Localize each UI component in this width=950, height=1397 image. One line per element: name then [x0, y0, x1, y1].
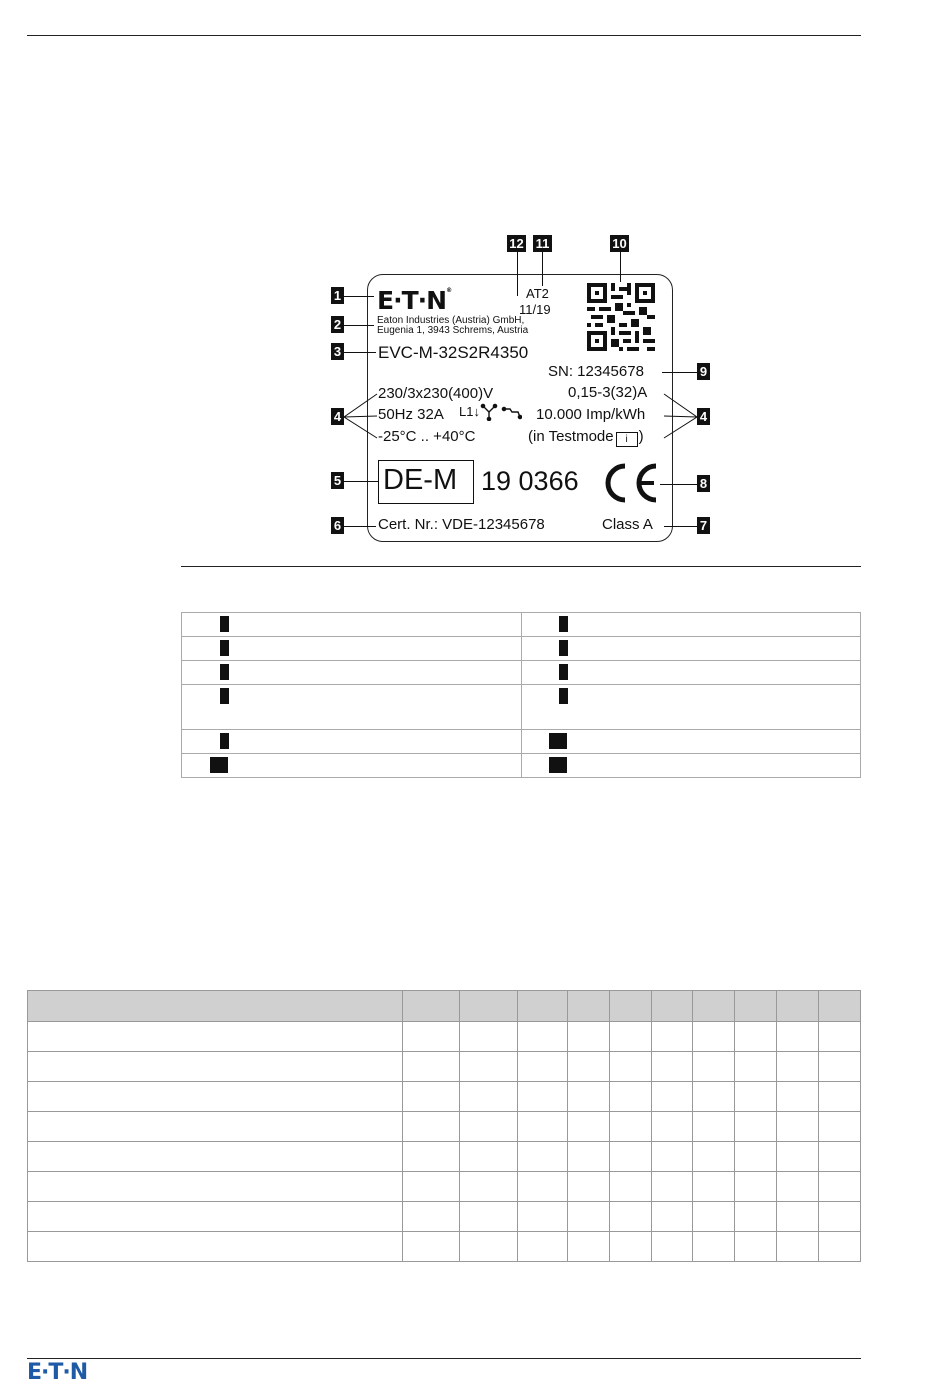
legend-marker: [559, 664, 568, 680]
legend-row: [182, 754, 861, 778]
table-cell: [818, 1172, 860, 1202]
table-row: [28, 1202, 861, 1232]
table-cell: [28, 1142, 403, 1172]
table-row: [28, 1232, 861, 1262]
table-cell: [652, 1202, 693, 1232]
table-cell: [777, 1202, 819, 1232]
callout-11: 11: [533, 235, 552, 252]
legend-marker: [559, 688, 568, 704]
testmode-close: ): [638, 428, 644, 445]
callout-6: 6: [331, 517, 344, 534]
leader-4-left: [344, 392, 378, 442]
legend-row: [182, 730, 861, 754]
table-cell: [818, 1142, 860, 1172]
leader-12: [517, 252, 518, 296]
table-cell: [610, 1142, 652, 1172]
leader-5: [344, 481, 378, 482]
table-cell: [777, 1112, 819, 1142]
legend-cell: [182, 637, 522, 661]
table-cell: [818, 1202, 860, 1232]
legend-marker: [549, 733, 567, 749]
table-cell: [402, 1112, 460, 1142]
legend-marker: [220, 640, 229, 656]
table-cell: [818, 1232, 860, 1262]
table-cell: [693, 1232, 735, 1262]
legend-marker: [220, 616, 229, 632]
leader-6: [344, 526, 376, 527]
table-cell: [28, 1232, 403, 1262]
legend-marker: [220, 688, 229, 704]
table-row: [28, 1112, 861, 1142]
testmode-text: (in Testmode: [528, 428, 614, 445]
serial-number: SN: 12345678: [548, 363, 644, 380]
callout-2: 2: [331, 316, 344, 333]
callout-7: 7: [697, 517, 710, 534]
table-cell: [568, 1082, 610, 1112]
callout-4-right: 4: [697, 408, 710, 425]
table-cell: [735, 1172, 777, 1202]
figure-rule: [181, 566, 861, 567]
leader-2: [344, 325, 374, 326]
table-cell: [735, 1082, 777, 1112]
table-cell: [735, 1112, 777, 1142]
table-cell: [28, 1202, 403, 1232]
certificate-number: Cert. Nr.: VDE-12345678: [378, 516, 545, 533]
callout-1: 1: [331, 287, 344, 304]
callout-9: 9: [697, 363, 710, 380]
table-row: [28, 1052, 861, 1082]
leader-1: [344, 296, 374, 297]
table-cell: [460, 1082, 518, 1112]
table-cell: [610, 1172, 652, 1202]
table-cell: [735, 1202, 777, 1232]
table-cell: [610, 1232, 652, 1262]
table-cell: [693, 1052, 735, 1082]
table-cell: [818, 1112, 860, 1142]
table-cell: [518, 1172, 568, 1202]
model-number: EVC-M-32S2R4350: [378, 343, 529, 362]
temperature-range: -25°C .. +40°C: [378, 428, 476, 445]
manufacturer-line1: Eaton Industries (Austria) GmbH,: [377, 315, 525, 326]
leader-4-right: [662, 392, 697, 442]
impulse-rate: 10.000 Imp/kWh: [536, 406, 646, 423]
table-cell: [777, 1082, 819, 1112]
table-cell: [402, 1022, 460, 1052]
frequency-current: 50Hz 32A: [378, 406, 444, 423]
table-cell: [402, 1172, 460, 1202]
table-cell: [610, 1202, 652, 1232]
header-cell: [735, 991, 777, 1022]
table-cell: [652, 1232, 693, 1262]
table-cell: [460, 1022, 518, 1052]
table-cell: [402, 1232, 460, 1262]
table-cell: [518, 1022, 568, 1052]
legend-cell: [182, 685, 522, 730]
data-table: [27, 990, 861, 1262]
header-cell: [777, 991, 819, 1022]
legend-cell: [182, 730, 522, 754]
accuracy-class: Class A: [602, 516, 653, 533]
leader-8: [660, 484, 697, 485]
header-cell: [818, 991, 860, 1022]
callout-5: 5: [331, 472, 344, 489]
leader-10: [620, 252, 621, 282]
table-cell: [568, 1022, 610, 1052]
table-cell: [568, 1142, 610, 1172]
callout-12: 12: [507, 235, 526, 252]
table-cell: [652, 1142, 693, 1172]
table-cell: [610, 1052, 652, 1082]
table-cell: [402, 1052, 460, 1082]
connection-symbol-icon: [480, 403, 522, 421]
table-cell: [818, 1052, 860, 1082]
table-cell: [568, 1052, 610, 1082]
legend-cell: [521, 661, 861, 685]
legend-marker: [559, 616, 568, 632]
table-cell: [652, 1082, 693, 1112]
header-cell: [610, 991, 652, 1022]
table-cell: [460, 1052, 518, 1082]
manufacture-date: 11/19: [519, 302, 551, 317]
voltage-rating: 230/3x230(400)V: [378, 385, 494, 402]
table-cell: [693, 1082, 735, 1112]
table-cell: [777, 1172, 819, 1202]
manufacturer-line2: Eugenia 1, 3943 Schrems, Austria: [377, 325, 529, 336]
table-cell: [28, 1082, 403, 1112]
current-range: 0,15-3(32)A: [568, 384, 648, 401]
testmode-note: [528, 429, 644, 447]
legend-marker: [220, 664, 229, 680]
table-cell: [652, 1052, 693, 1082]
table-cell: [777, 1022, 819, 1052]
table-cell: [28, 1172, 403, 1202]
table-cell: [693, 1202, 735, 1232]
table-cell: [693, 1172, 735, 1202]
legend-cell: [521, 754, 861, 778]
metrology-mark: DE-M: [383, 464, 458, 496]
callout-4-left: 4: [331, 408, 344, 425]
top-rule: [27, 35, 861, 36]
callout-8: 8: [697, 475, 710, 492]
header-cell: [693, 991, 735, 1022]
legend-marker: [220, 733, 229, 749]
legend-marker: [210, 757, 228, 773]
footer-eaton-logo: E·T·N: [27, 1360, 88, 1385]
leader-3: [344, 352, 376, 353]
legend-marker: [559, 640, 568, 656]
qr-code: [587, 283, 655, 351]
footer-rule: [27, 1358, 861, 1359]
table-cell: [568, 1112, 610, 1142]
table-cell: [568, 1172, 610, 1202]
legend-marker: [549, 757, 567, 773]
table-cell: [518, 1112, 568, 1142]
table-cell: [818, 1082, 860, 1112]
table-cell: [518, 1052, 568, 1082]
table-cell: [402, 1082, 460, 1112]
table-cell: [568, 1232, 610, 1262]
phase-symbol: L1↓: [459, 404, 480, 419]
table-cell: [652, 1172, 693, 1202]
table-cell: [610, 1112, 652, 1142]
table-row: [28, 1022, 861, 1052]
table-cell: [777, 1232, 819, 1262]
header-cell: [28, 991, 403, 1022]
table-header-row: [28, 991, 861, 1022]
table-cell: [402, 1142, 460, 1172]
table-cell: [735, 1052, 777, 1082]
table-cell: [518, 1232, 568, 1262]
table-cell: [818, 1022, 860, 1052]
leader-7: [664, 526, 697, 527]
table-cell: [518, 1082, 568, 1112]
registered-mark: ®: [446, 287, 452, 294]
table-cell: [28, 1052, 403, 1082]
table-cell: [460, 1142, 518, 1172]
callout-3: 3: [331, 343, 344, 360]
table-cell: [652, 1112, 693, 1142]
date-code: AT2: [526, 286, 549, 301]
legend-row: [182, 685, 861, 730]
legend-cell: [521, 613, 861, 637]
table-cell: [610, 1082, 652, 1112]
manual-book-icon: i: [616, 432, 638, 447]
callout-10: 10: [610, 235, 629, 252]
table-cell: [460, 1172, 518, 1202]
table-cell: [518, 1202, 568, 1232]
header-cell: [568, 991, 610, 1022]
legend-row: [182, 637, 861, 661]
legend-cell: [182, 661, 522, 685]
table-cell: [777, 1142, 819, 1172]
table-cell: [460, 1202, 518, 1232]
table-row: [28, 1142, 861, 1172]
header-cell: [518, 991, 568, 1022]
eaton-logo: [377, 288, 451, 313]
leader-11: [542, 252, 543, 286]
legend-cell: [521, 730, 861, 754]
table-cell: [460, 1232, 518, 1262]
leader-9: [662, 372, 697, 373]
table-cell: [735, 1232, 777, 1262]
table-cell: [402, 1202, 460, 1232]
table-cell: [610, 1022, 652, 1052]
table-cell: [568, 1202, 610, 1232]
table-cell: [777, 1052, 819, 1082]
legend-row: [182, 661, 861, 685]
ce-mark-icon: [600, 461, 660, 505]
header-cell: [652, 991, 693, 1022]
table-row: [28, 1082, 861, 1112]
eaton-logo-text: E·T·N: [377, 286, 447, 315]
table-cell: [693, 1112, 735, 1142]
table-cell: [735, 1142, 777, 1172]
table-cell: [693, 1022, 735, 1052]
legend-cell: [521, 685, 861, 730]
legend-table: [181, 612, 861, 778]
table-cell: [735, 1022, 777, 1052]
header-cell: [460, 991, 518, 1022]
table-row: [28, 1172, 861, 1202]
table-cell: [28, 1112, 403, 1142]
table-cell: [28, 1022, 403, 1052]
table-cell: [652, 1022, 693, 1052]
table-cell: [693, 1142, 735, 1172]
table-cell: [460, 1112, 518, 1142]
table-cell: [518, 1142, 568, 1172]
legend-row: [182, 613, 861, 637]
legend-cell: [182, 754, 522, 778]
legend-cell: [521, 637, 861, 661]
metrology-number: 19 0366: [481, 466, 579, 496]
legend-cell: [182, 613, 522, 637]
header-cell: [402, 991, 460, 1022]
